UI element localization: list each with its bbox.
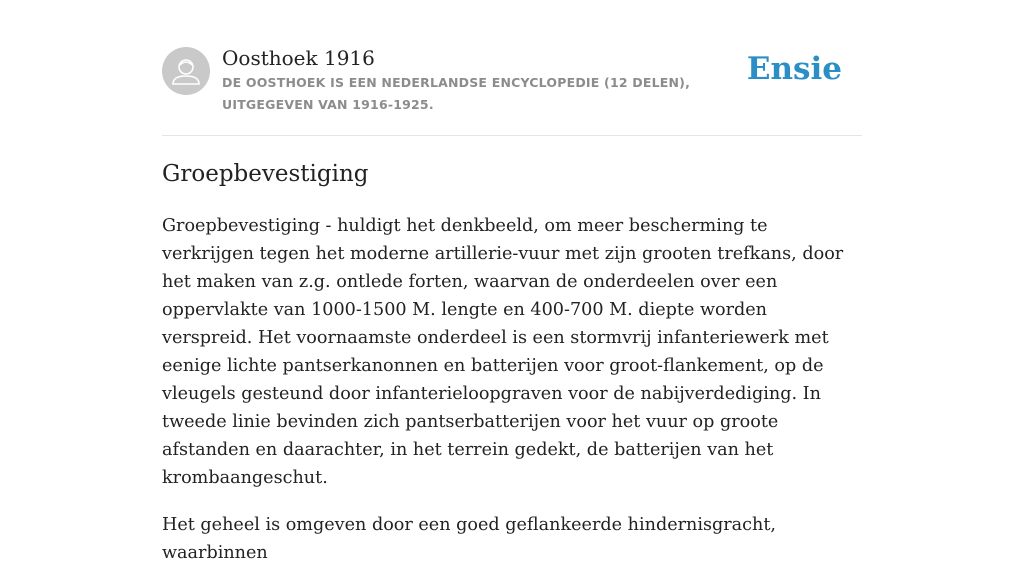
entry-title: Groepbevestiging (162, 161, 369, 187)
entry-paragraph-1: Groepbevestiging - huldigt het denkbeeld, om meer bescherming te verkrijgen tegen het moderne artillerie-vuur met zijn grooten trefkans, door het maken van z.g. ontlede forten, waarvan de onderdeelen over een oppervlakte van 1000-1500 M. lengte en 400-700 M. diepte worden verspreid. Het voornaamste onderdeel is een stormvrij infanteriewerk met eenige lichte pantserkanonnen en batterijen voor groot-flankement, op de vleugels gesteund door infanterieloopgraven voor de nabijverdediging. In tweede linie bevinden zich pantserbatterijen voor het vuur op groote afstanden en daarachter, in het terrein gedekt, de batterijen van het krombaangeschut. (162, 216, 844, 488)
entry-paragraph-2: Het geheel is omgeven door een goed geflankeerde hindernisgracht, waarbinnen (162, 515, 777, 563)
page-container (162, 0, 862, 563)
brand-logo[interactable]: Ensie (746, 51, 842, 87)
entry-body (162, 212, 862, 586)
source-description: DE OOSTHOEK IS EEN NEDERLANDSE ENCYCLOPEDIE (12 DELEN), UITGEGEVEN VAN 1916-1925. (222, 75, 691, 112)
source-title[interactable]: Oosthoek 1916 (222, 46, 375, 70)
user-placeholder-icon[interactable] (162, 47, 210, 95)
source-header (162, 0, 862, 136)
